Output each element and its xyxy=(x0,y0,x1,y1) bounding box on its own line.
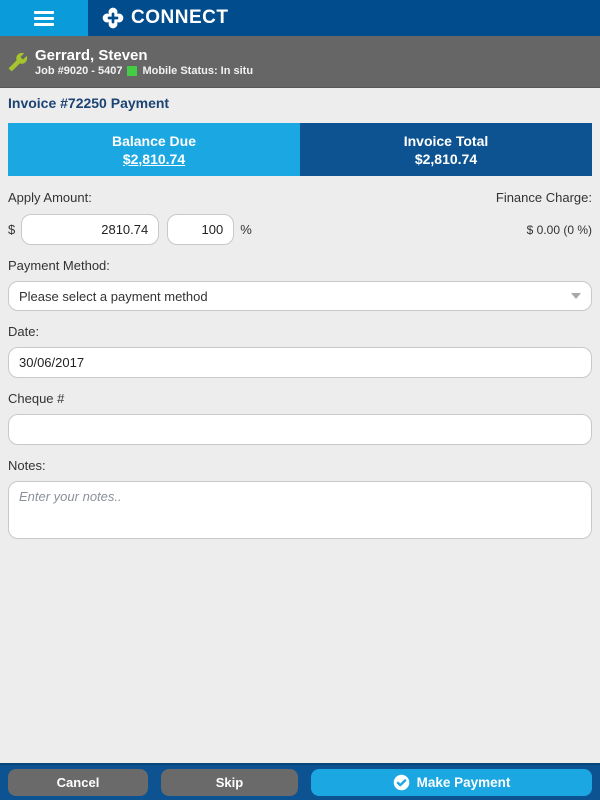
amount-tabs xyxy=(8,123,592,176)
app-title: CONNECT xyxy=(131,7,229,28)
invoice-total-label: Invoice Total xyxy=(403,132,489,149)
make-payment-label: Make Payment xyxy=(416,775,511,790)
mobile-status-text: Mobile Status: In situ xyxy=(142,64,254,77)
page-title: Invoice #72250 Payment xyxy=(8,95,170,111)
skip-button-label: Skip xyxy=(215,775,244,790)
check-circle-icon xyxy=(393,774,410,791)
chevron-down-icon xyxy=(571,293,581,299)
cheque-number-input[interactable] xyxy=(8,414,592,445)
invoice-total-amount: $2,810.74 xyxy=(414,150,478,167)
balance-due-label: Balance Due xyxy=(111,132,197,149)
payment-form xyxy=(0,95,600,544)
footer-action-bar xyxy=(0,763,600,800)
menu-button[interactable] xyxy=(0,0,88,36)
payment-method-label: Payment Method: xyxy=(8,258,110,273)
cheque-label: Cheque # xyxy=(8,391,65,406)
currency-symbol: $ xyxy=(8,222,16,237)
finance-charge-value: $ 0.00 (0 %) xyxy=(526,222,592,237)
customer-name: Gerrard, Steven xyxy=(35,46,148,64)
cancel-button[interactable] xyxy=(8,769,148,796)
job-number: Job #9020 - 5407 xyxy=(35,64,123,77)
notes-label: Notes: xyxy=(8,458,46,473)
finance-charge-label: Finance Charge: xyxy=(495,190,592,205)
tab-balance-due[interactable] xyxy=(8,123,300,176)
make-payment-button[interactable] xyxy=(311,769,592,796)
apply-amount-input[interactable] xyxy=(21,214,159,245)
tab-invoice-total[interactable] xyxy=(300,123,592,176)
connect-flower-icon xyxy=(102,7,124,29)
wrench-icon xyxy=(8,52,28,72)
apply-percent-input[interactable] xyxy=(167,214,234,245)
app-logo xyxy=(88,0,600,36)
cancel-button-label: Cancel xyxy=(56,775,100,790)
mobile-status-indicator-icon xyxy=(127,66,137,76)
payment-method-select[interactable] xyxy=(8,281,592,311)
notes-textarea[interactable] xyxy=(8,481,592,539)
apply-amount-label: Apply Amount: xyxy=(8,190,92,205)
date-input[interactable] xyxy=(8,347,592,378)
payment-method-value: Please select a payment method xyxy=(19,288,208,304)
job-header xyxy=(0,36,600,88)
date-label: Date: xyxy=(8,324,40,339)
balance-due-amount: $2,810.74 xyxy=(122,150,186,167)
percent-symbol: % xyxy=(240,222,252,237)
top-app-bar xyxy=(0,0,600,36)
skip-button[interactable] xyxy=(161,769,298,796)
hamburger-icon xyxy=(34,8,54,29)
